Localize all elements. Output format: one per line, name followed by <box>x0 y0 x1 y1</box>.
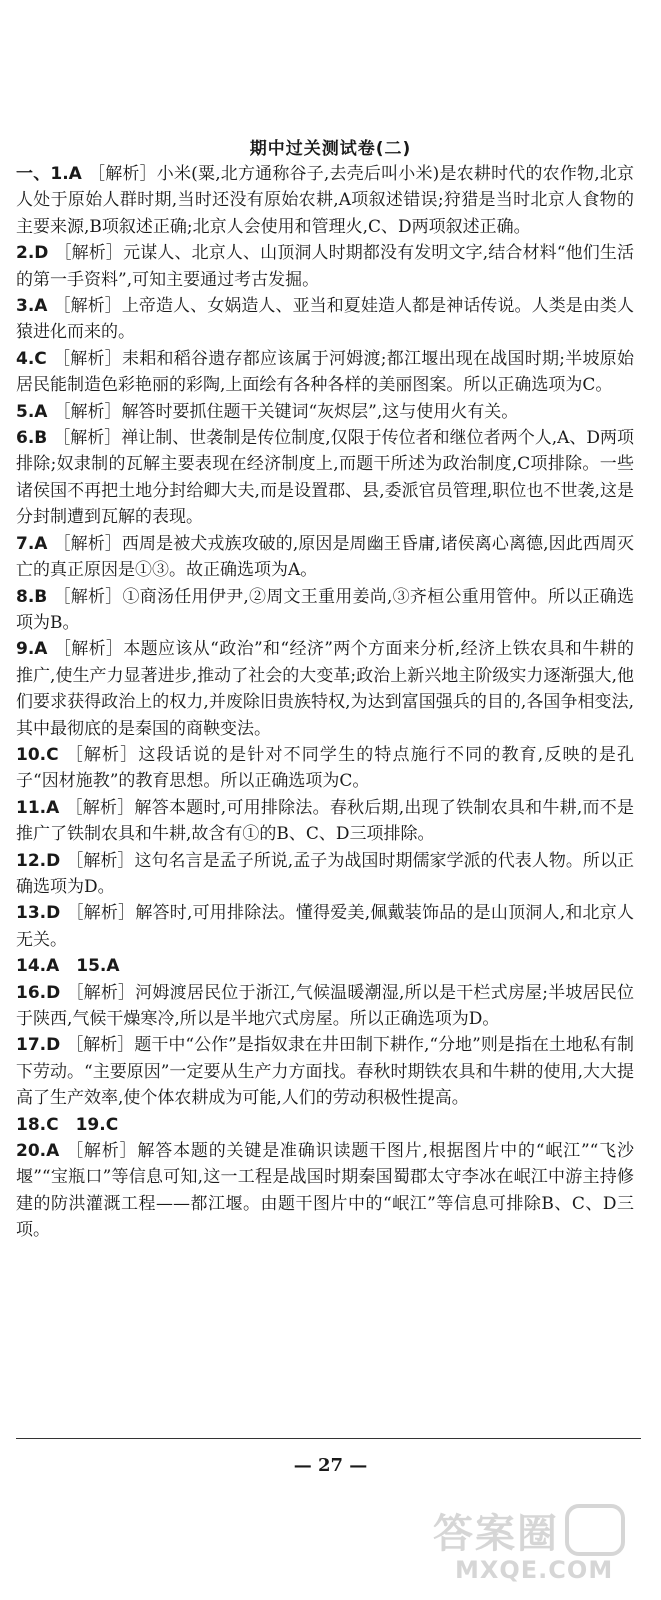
answer-list <box>16 161 634 1244</box>
watermark-badge-icon <box>565 1504 625 1556</box>
answer-number: 4.C <box>16 348 47 369</box>
analysis-text: 解答时,可用排除法。懂得爱美,佩戴装饰品的是山顶洞人,和北京人无关。 <box>16 903 634 950</box>
analysis-text: ①商汤任用伊尹,②周文王重用姜尚,③齐桓公重用管仲。所以正确选项为B。 <box>16 586 634 633</box>
answer-number: 17.D <box>16 1035 61 1056</box>
answer-number: 9.A <box>16 639 48 660</box>
answer-number: 2.D <box>16 243 49 264</box>
analysis-tag: ［解析］ <box>66 903 136 924</box>
analysis-tag: ［解析］ <box>53 296 122 317</box>
answer-item <box>16 531 634 584</box>
answer-number: 11.A <box>16 797 60 818</box>
answer-number: 8.B <box>16 586 48 607</box>
answer-number: 16.D <box>16 982 61 1003</box>
analysis-tag: ［解析］ <box>65 797 135 818</box>
analysis-text: 解答本题时,可用排除法。春秋后期,出现了铁制农具和牛耕,而不是推广了铁制农具和牛耕,故含有①的B、C、D三项排除。 <box>16 797 634 845</box>
analysis-tag: ［解析］ <box>66 982 136 1003</box>
analysis-text: 耒耜和稻谷遗存都应该属于河姆渡;都江堰出现在战国时期;半坡原始居民能制造色彩艳丽的彩陶,上面绘有各种各样的美丽图案。所以正确选项为C。 <box>16 348 634 396</box>
analysis-text: 本题应该从“政治”和“经济”两个方面来分析,经济上铁农具和牛耕的推广,使生产力显著进步,推动了社会的大变革;政治上新兴地主阶级实力逐渐强大,他们要求获得政治上的权力,并废除旧贵族特权,为达到富国强兵的目的,各国争相变法,其中最彻底的是秦国的商鞅变法。 <box>16 639 634 739</box>
analysis-text: 这段话说的是针对不同学生的特点施行不同的教育,反映的是孔子“因材施教”的教育思想。所以正确选项为C。 <box>16 744 634 792</box>
answer-number: 13.D <box>16 903 61 924</box>
analysis-tag: ［解析］ <box>52 348 123 369</box>
answer-item <box>16 399 634 425</box>
answer-item <box>16 425 634 531</box>
analysis-tag: ［解析］ <box>53 533 122 554</box>
answer-number: 18.C 19.C <box>16 1114 119 1135</box>
answer-item <box>16 1112 634 1138</box>
answer-number: 10.C <box>16 744 59 765</box>
analysis-text: 这句名言是孟子所说,孟子为战国时期儒家学派的代表人物。所以正确选项为D。 <box>16 850 634 897</box>
answer-item <box>16 293 634 346</box>
answer-number: 5.A <box>16 401 48 422</box>
analysis-tag: ［解析］ <box>53 586 123 607</box>
answer-item <box>16 636 634 742</box>
analysis-text: 禅让制、世袭制是传位制度,仅限于传位者和继位者两个人,A、D两项排除;奴隶制的瓦解主要表现在经济制度上,而题干所述为政治制度,C项排除。一些诸侯国不再把土地分封给卿大夫,而是设置郡、县,委派官员管理,职位也不世袭,这是分封制遭到瓦解的表现。 <box>16 428 635 528</box>
answer-number: 7.A <box>16 533 48 554</box>
answer-item <box>16 980 634 1033</box>
analysis-tag: ［解析］ <box>66 850 135 871</box>
analysis-tag: ［解析］ <box>87 164 157 184</box>
answer-number: 3.A <box>16 296 48 317</box>
analysis-tag: ［解析］ <box>53 401 122 422</box>
analysis-tag: ［解析］ <box>64 744 139 765</box>
answer-number: 12.D <box>16 850 61 871</box>
answer-item <box>16 346 634 399</box>
answer-number: 6.B <box>16 428 48 449</box>
analysis-text: 小米(粟,北方通称谷子,去壳后叫小米)是农耕时代的农作物,北京人处于原始人群时期,当时还没有原始农耕,A项叙述错误;狩猎是当时北京人食物的主要来源,B项叙述正确;北京人会使用和管理火,C、D两项叙述正确。 <box>16 164 634 237</box>
answer-item <box>16 161 634 240</box>
footer-divider <box>16 1438 641 1439</box>
analysis-tag: ［解析］ <box>53 639 124 660</box>
answer-item <box>16 584 634 637</box>
answer-item <box>16 742 634 795</box>
analysis-tag: ［解析］ <box>66 1035 135 1056</box>
watermark-url: MXQE.COM <box>455 1556 614 1584</box>
answer-number: 一、1.A <box>16 164 82 184</box>
analysis-text: 西周是被犬戎族攻破的,原因是周幽王昏庸,诸侯离心离德,因此西周灭亡的真正原因是①③。故正确选项为A。 <box>16 533 634 581</box>
answer-item <box>16 795 634 848</box>
analysis-text: 解答时要抓住题干关键词“灰烬层”,这与使用火有关。 <box>121 401 519 422</box>
analysis-text: 上帝造人、女娲造人、亚当和夏娃造人都是神话传说。人类是由类人猿进化而来的。 <box>16 296 634 343</box>
analysis-tag: ［解析］ <box>65 1141 138 1162</box>
analysis-tag: ［解析］ <box>54 243 124 264</box>
answer-item <box>16 953 634 979</box>
answer-item <box>16 848 634 901</box>
answer-number: 14.A 15.A <box>16 956 120 977</box>
watermark-text: 答案圈 <box>433 1511 559 1557</box>
answer-number: 20.A <box>16 1141 60 1162</box>
analysis-tag: ［解析］ <box>53 428 122 449</box>
answer-item <box>16 1138 634 1244</box>
watermark-logo <box>433 1502 643 1592</box>
answer-item <box>16 900 634 953</box>
analysis-text: 解答本题的关键是准确识读题干图片,根据图片中的“岷江”“飞沙堰”“宝瓶口”等信息可知,这一工程是战国时期秦国蜀郡太守李冰在岷江中游主持修建的防洪灌溉工程——都江堰。由题干图片中的“岷江”等信息可排除B、C、D三项。 <box>16 1141 635 1241</box>
page-title: 期中过关测试卷(二) <box>249 139 412 159</box>
analysis-text: 元谋人、北京人、山顶洞人时期都没有发明文字,结合材料“他们生活的第一手资料”,可知主要通过考古发掘。 <box>16 243 635 290</box>
analysis-text: 题干中“公作”是指奴隶在井田制下耕作,“分地”则是指在土地私有制下劳动。“主要原因”一定要从生产力方面找。春秋时期铁农具和牛耕的使用,大大提高了生产效率,使个体农耕成为可能,人们的劳动积极性提高。 <box>16 1035 635 1109</box>
page-number: — 27 — <box>293 1455 368 1476</box>
analysis-text: 河姆渡居民位于浙江,气候温暖潮湿,所以是干栏式房屋;半坡居民位于陕西,气候干燥寒冷,所以是半地穴式房屋。所以正确选项为D。 <box>16 982 634 1029</box>
answer-item <box>16 240 634 293</box>
answer-item <box>16 1032 634 1111</box>
